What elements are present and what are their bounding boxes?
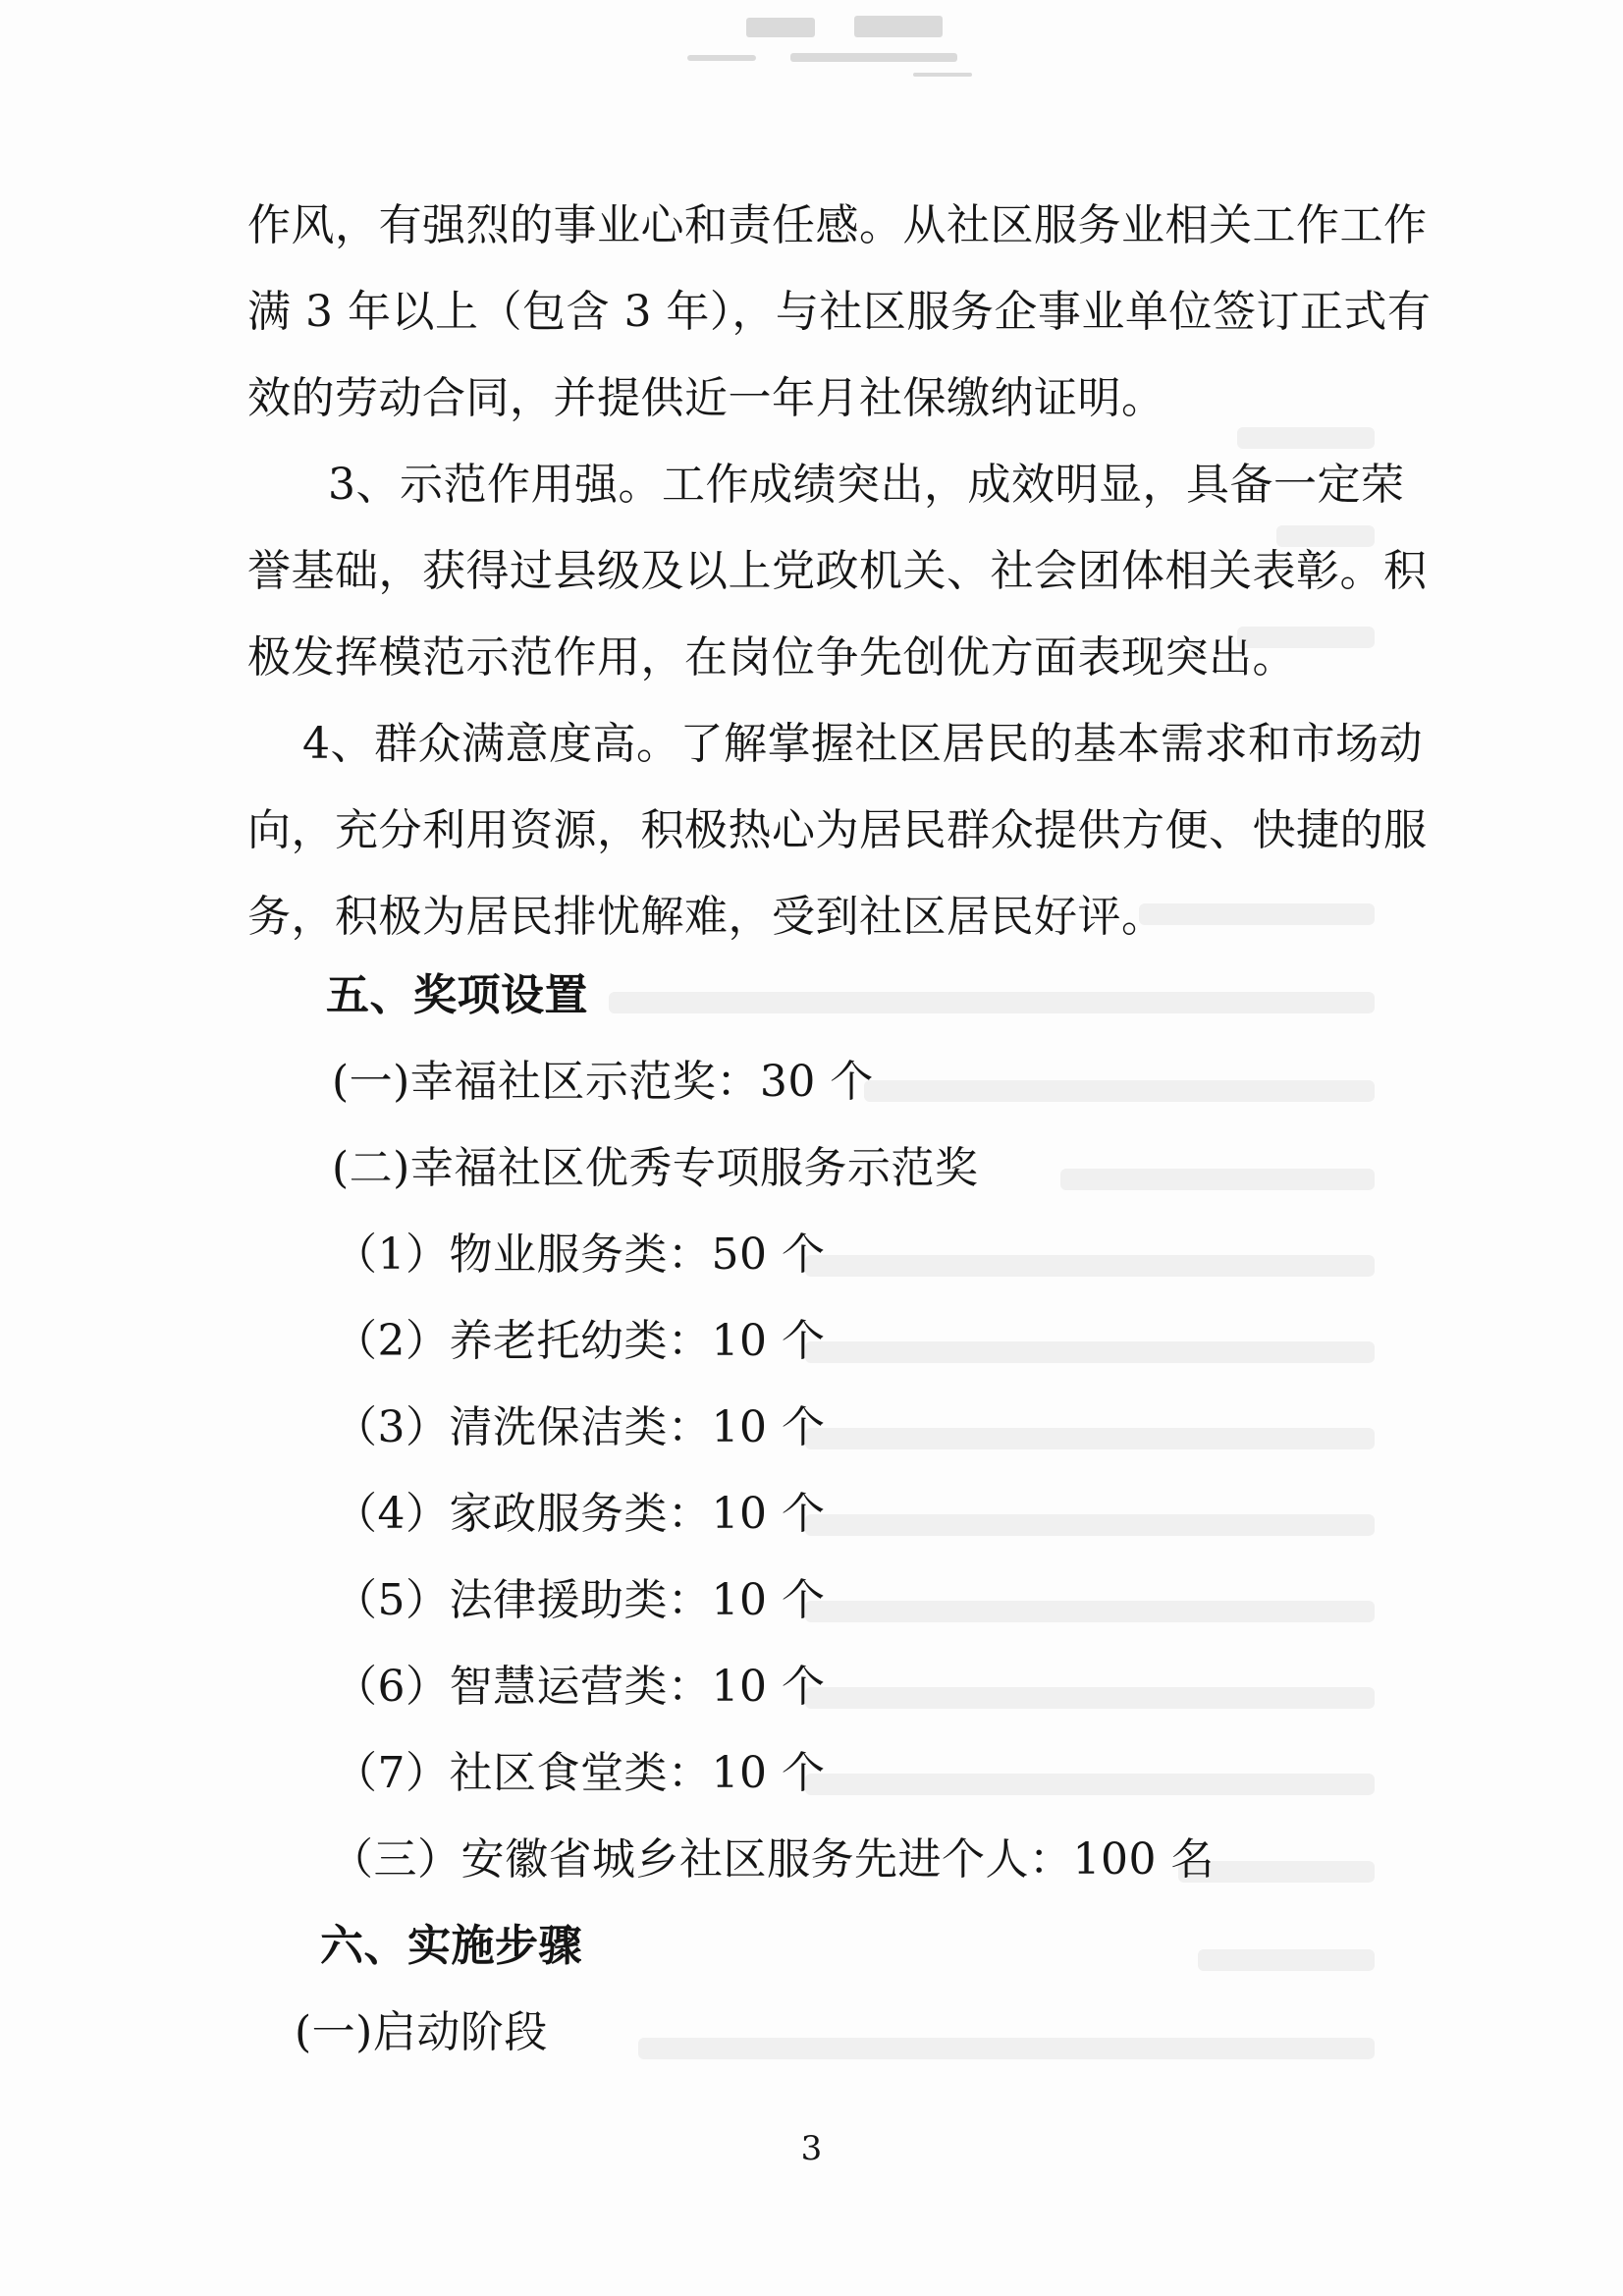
award-subitem: （5）法律援助类：10 个 bbox=[334, 1575, 826, 1625]
paragraph-line: 极发挥模范示范作用，在岗位争先创优方面表现突出。 bbox=[247, 632, 1296, 683]
page-number: 3 bbox=[800, 2129, 823, 2168]
award-subitem: （3）清洗保洁类：10 个 bbox=[334, 1402, 826, 1452]
section-heading-steps: 六、实施步骤 bbox=[320, 1921, 582, 1971]
paragraph-line: 务，积极为居民排忧解难，受到社区居民好评。 bbox=[247, 892, 1165, 942]
paragraph-line: 效的劳动合同，并提供近一年月社保缴纳证明。 bbox=[247, 373, 1165, 423]
paragraph-line: 3、示范作用强。工作成绩突出，成效明显，具备一定荣 bbox=[328, 460, 1405, 510]
award-subitem: （6）智慧运营类：10 个 bbox=[334, 1662, 826, 1712]
award-subitem: （2）养老托幼类：10 个 bbox=[334, 1316, 826, 1366]
award-subitem: （1）物业服务类：50 个 bbox=[334, 1230, 826, 1280]
section-heading-awards: 五、奖项设置 bbox=[326, 970, 588, 1020]
step-item: (一)启动阶段 bbox=[295, 2007, 548, 2057]
paragraph-line: 誉基础，获得过县级及以上党政机关、社会团体相关表彰。积 bbox=[247, 546, 1428, 596]
award-item: (一)幸福社区示范奖：30 个 bbox=[332, 1057, 874, 1107]
paragraph-line: 满 3 年以上（包含 3 年），与社区服务企事业单位签订正式有 bbox=[247, 287, 1432, 337]
paragraph-line: 作风，有强烈的事业心和责任感。从社区服务业相关工作工作 bbox=[247, 200, 1428, 250]
award-subitem: （7）社区食堂类：10 个 bbox=[334, 1748, 826, 1798]
award-subitem: （4）家政服务类：10 个 bbox=[334, 1489, 826, 1539]
paragraph-line: 4、群众满意度高。了解掌握社区居民的基本需求和市场动 bbox=[302, 719, 1423, 769]
award-item: (二)幸福社区优秀专项服务示范奖 bbox=[332, 1143, 979, 1193]
paragraph-line: 向，充分利用资源，积极热心为居民群众提供方便、快捷的服 bbox=[247, 805, 1428, 855]
award-item: （三）安徽省城乡社区服务先进个人：100 名 bbox=[330, 1834, 1215, 1885]
